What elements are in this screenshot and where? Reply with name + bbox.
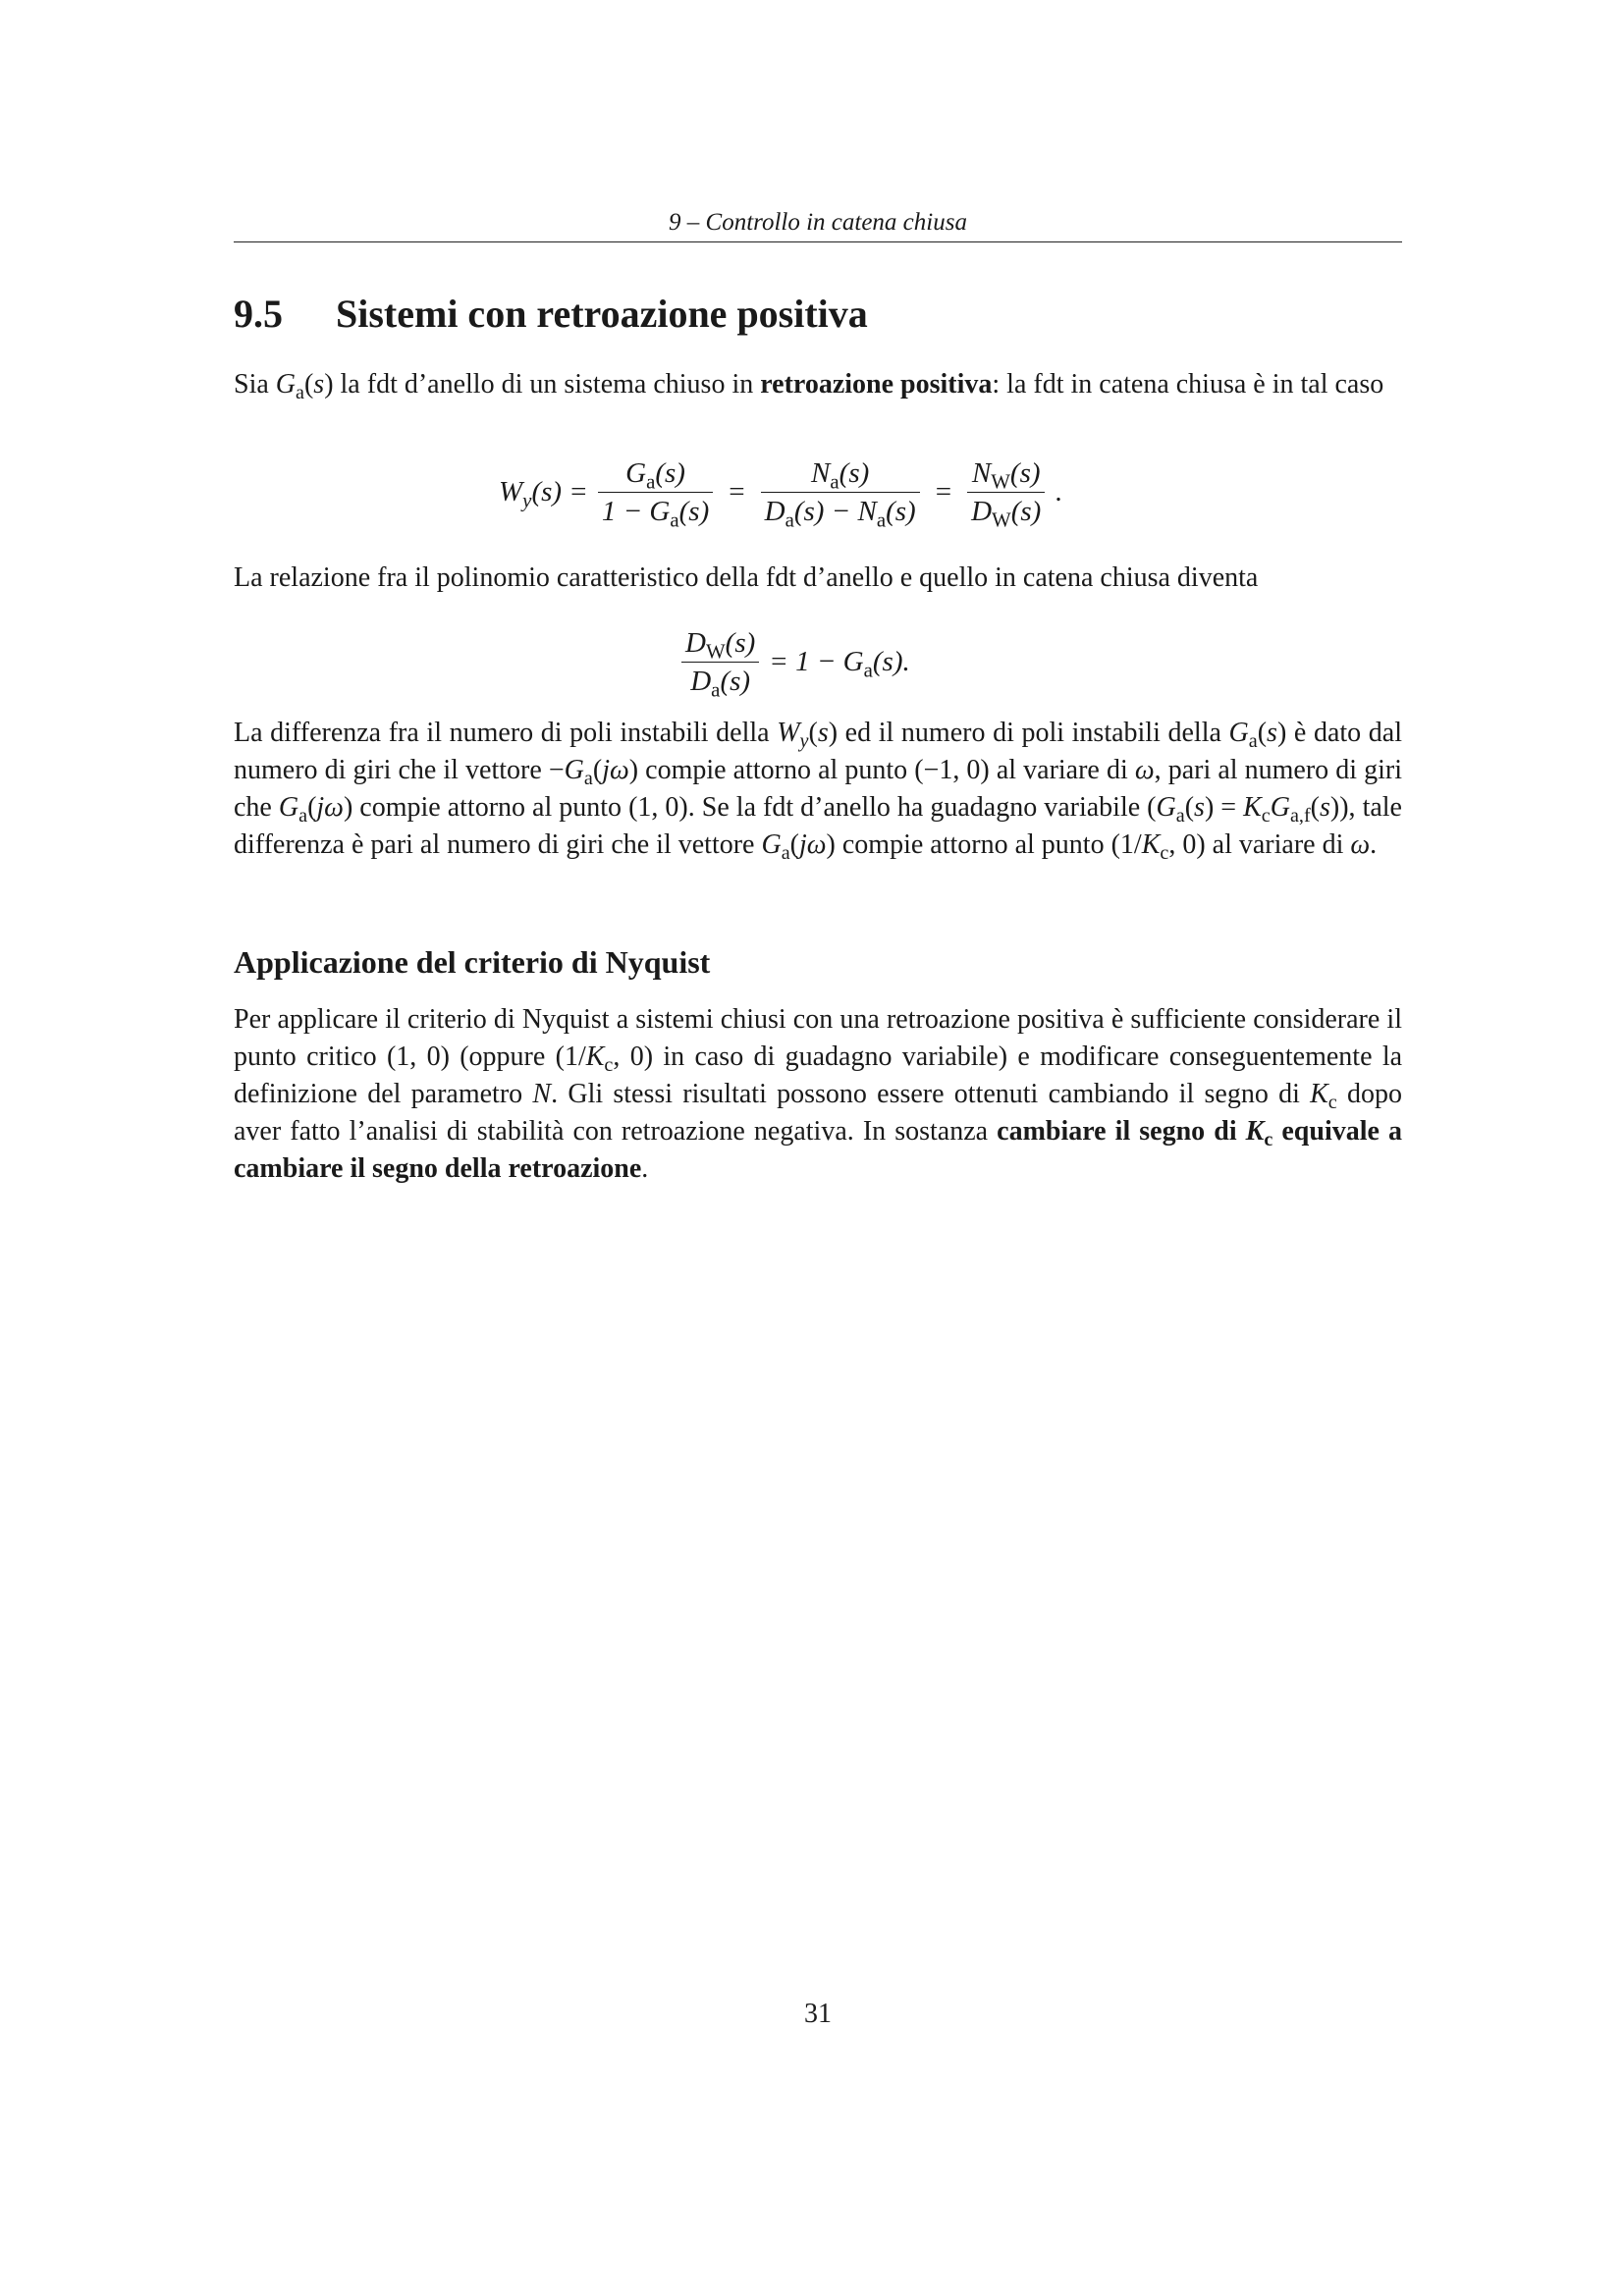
fraction: $\frac{N_a(s)}{D_a(s) - N_a(s)}$ [761, 454, 920, 530]
bold-conclusion: cambiare il segno di $K_c$ equivale a cambiare il segno della retroazione [234, 1116, 1403, 1184]
section-title: Sistemi con retroazione positiva [336, 292, 868, 336]
paragraph-nyquist-application: Per applicare il criterio di Nyquist a sistemi chiusi con una retroazione positiva è sufficiente considerare il punto critico (1, 0) (oppure ($1/K_c$, 0) in caso di guadagno variabile) e modificare conseguentemente la definizione del parametro N. Gli stessi risultati possono essere ottenuti cambiando il segno di $K_c$ dopo aver fatto l’analisi di stabilità con retroazione negativa. In sostanza cambiare il segno di $K_c$ equivale a cambiare il segno della retroazione. [234, 1004, 1403, 1184]
fraction: $\frac{D_W(s)}{D_a(s)}$ [681, 624, 759, 700]
subsection-heading: Applicazione del criterio di Nyquist [234, 944, 711, 980]
paragraph-characteristic-polynomial: La relazione fra il polinomio caratteristico della fdt d’anello e quello in catena chiusa diventa [234, 562, 1259, 593]
fraction: $\frac{G_a(s)}{1 - G_a(s)}$ [598, 454, 713, 530]
equation-closed-loop-tf: $W_y(s)$ = $\frac{G_a(s)}{1 - G_a(s)}$ = $\frac{N_a(s)}{D_a(s) - N_a(s)}$ = $\frac{N_W(s)}{D_W(s)}$ . [499, 454, 1062, 530]
section-number: 9.5 [234, 292, 283, 336]
bold-term: retroazione positiva [760, 369, 993, 400]
page-number: 31 [804, 1999, 832, 2029]
fraction: $\frac{N_W(s)}{D_W(s)}$ [967, 454, 1045, 530]
equation-polynomial-ratio: $\frac{D_W(s)}{D_a(s)}$ = $1 - G_a(s)$. [672, 624, 910, 700]
paragraph-intro: Sia $G_a(s)$ la fdt d’anello di un sistema chiuso in retroazione positiva: la fdt in catena chiusa è in tal caso [234, 369, 1384, 404]
running-header: 9 – Controllo in catena chiusa [669, 209, 967, 236]
paragraph-unstable-poles: La differenza fra il numero di poli instabili della $W_y(s)$ ed il numero di poli instabili della $G_a(s)$ è dato dal numero di giri che il vettore $-G_a(j\omega)$ compie attorno al punto (−1, 0) al variare di ω, pari al numero di giri che $G_a(j\omega)$ compie attorno al punto (1, 0). Se la fdt d’anello ha guadagno variabile $(G_a(s) = K_cG_{a,f}(s))$, tale differenza è pari al numero di giri che il vettore $G_a(j\omega)$ compie attorno al punto ($1/K_c$, 0) al variare di ω. [234, 718, 1402, 865]
header-rule [234, 241, 1402, 242]
section-heading [234, 291, 868, 337]
